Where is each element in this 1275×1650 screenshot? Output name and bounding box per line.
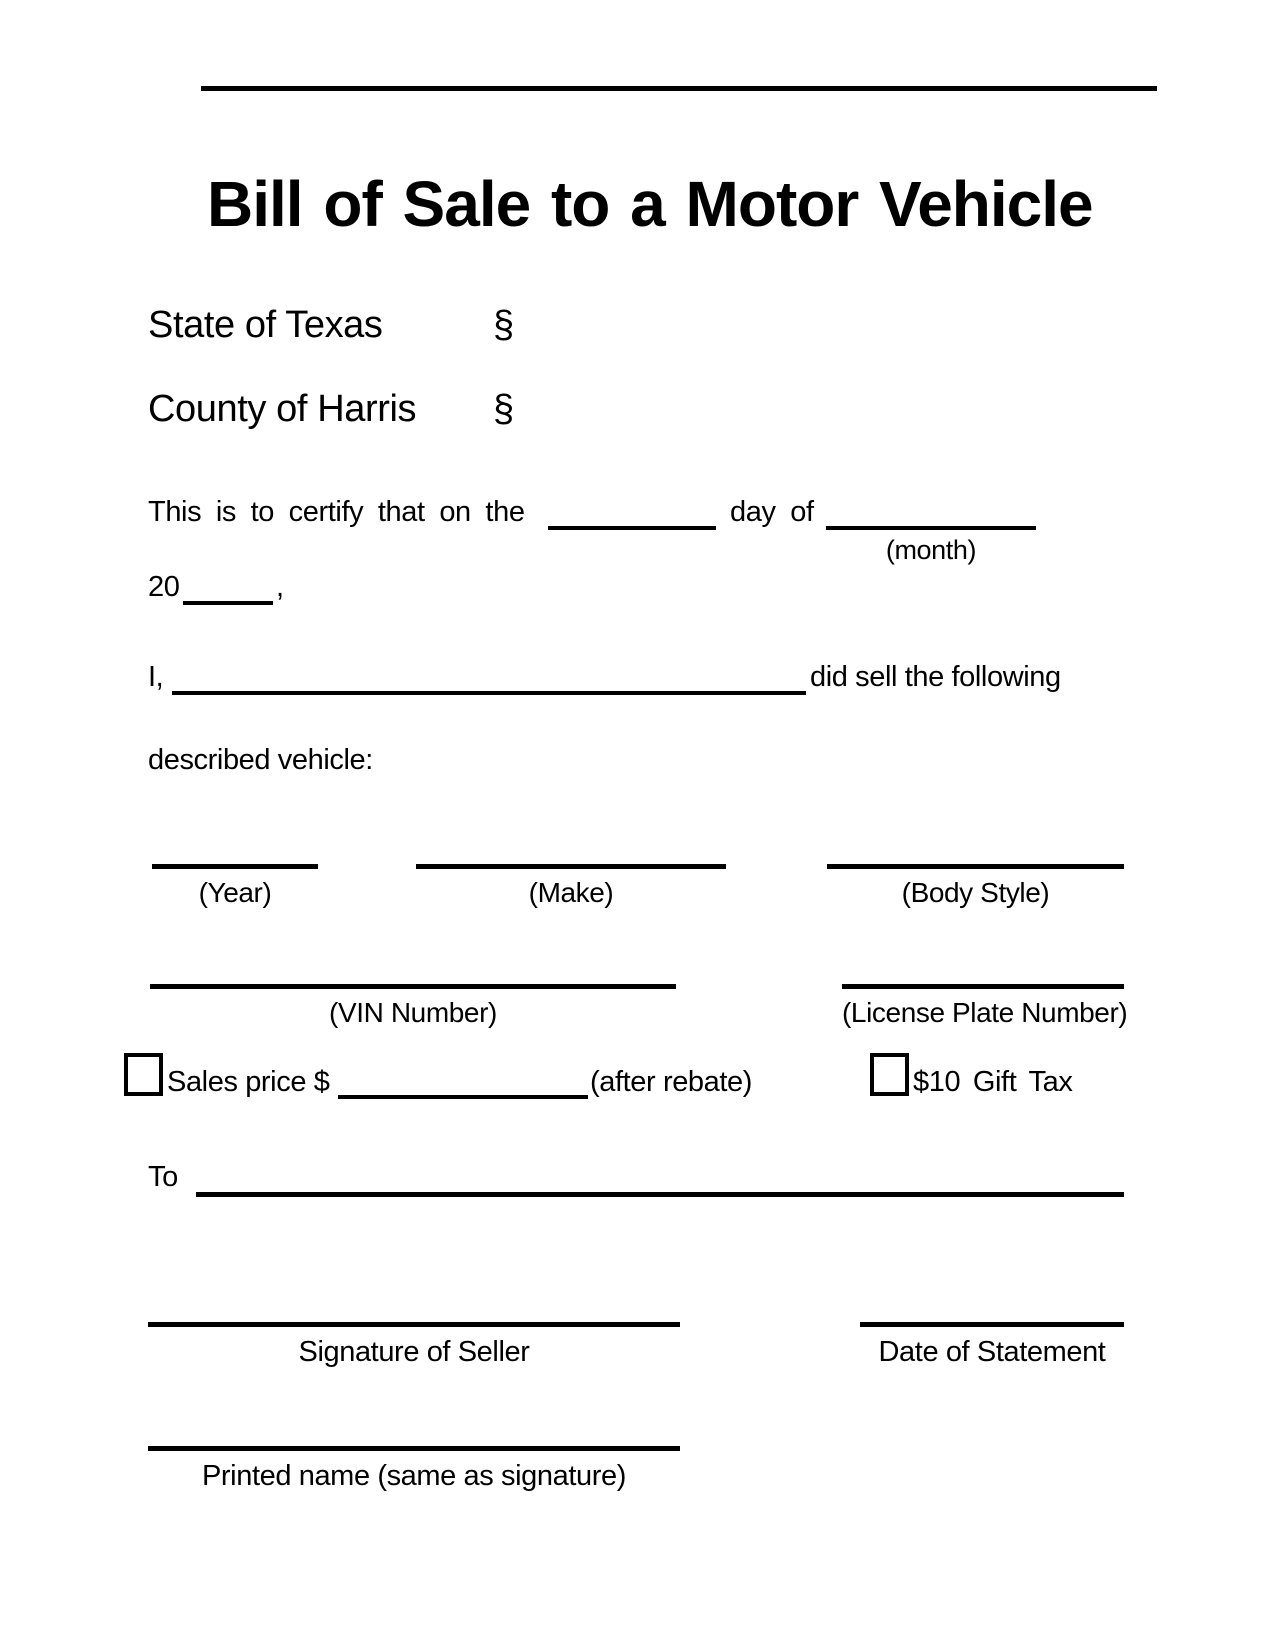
printed-name-field[interactable] [148, 1446, 680, 1451]
state-section-symbol: § [493, 304, 514, 346]
license-plate-label: (License Plate Number) [842, 997, 1128, 1028]
did-sell-text: did sell the following [810, 661, 1061, 693]
sales-price-amount-field[interactable] [338, 1095, 588, 1099]
statement-date-field[interactable] [860, 1322, 1124, 1327]
gift-tax-checkbox[interactable] [870, 1053, 909, 1096]
signature-of-seller-label: Signature of Seller [298, 1336, 530, 1368]
license-plate-field[interactable] [842, 984, 1124, 989]
to-label: To [148, 1161, 178, 1193]
page-title: Bill of Sale to a Motor Vehicle [207, 168, 1093, 240]
sales-price-label: Sales price $ [167, 1066, 330, 1098]
county-section-symbol: § [493, 388, 514, 430]
top-rule [201, 86, 1157, 91]
certify-lead-text: This is to certify that on the [148, 496, 525, 528]
gift-tax-label: $10 Gift Tax [913, 1066, 1073, 1098]
seller-signature-field[interactable] [148, 1322, 680, 1327]
county-label: County of Harris [148, 388, 417, 430]
vehicle-make-field[interactable] [416, 864, 726, 869]
state-label: State of Texas [148, 304, 383, 346]
month-blank-field[interactable] [826, 526, 1036, 530]
buyer-name-field[interactable] [196, 1192, 1124, 1197]
i-prefix-text: I, [148, 661, 164, 693]
day-blank-field[interactable] [548, 526, 716, 530]
vehicle-year-label: (Year) [198, 877, 272, 908]
vehicle-make-label: (Make) [528, 877, 614, 908]
year-suffix-text: , [276, 571, 284, 603]
described-vehicle-text: described vehicle: [148, 744, 373, 776]
vin-number-field[interactable] [150, 984, 676, 989]
sales-price-checkbox[interactable] [124, 1053, 163, 1096]
day-of-label: day of [730, 496, 814, 528]
after-rebate-label: (after rebate) [590, 1066, 753, 1098]
seller-name-field[interactable] [172, 691, 806, 695]
vin-number-label: (VIN Number) [329, 997, 497, 1028]
month-hint-label: (month) [885, 535, 977, 565]
year-prefix-text: 20 [148, 571, 180, 603]
year-blank-field[interactable] [183, 601, 273, 605]
vehicle-year-field[interactable] [152, 864, 318, 869]
date-of-statement-label: Date of Statement [878, 1336, 1106, 1368]
vehicle-body-style-label: (Body Style) [901, 877, 1050, 908]
printed-name-label: Printed name (same as signature) [201, 1460, 626, 1492]
vehicle-body-style-field[interactable] [827, 864, 1124, 869]
